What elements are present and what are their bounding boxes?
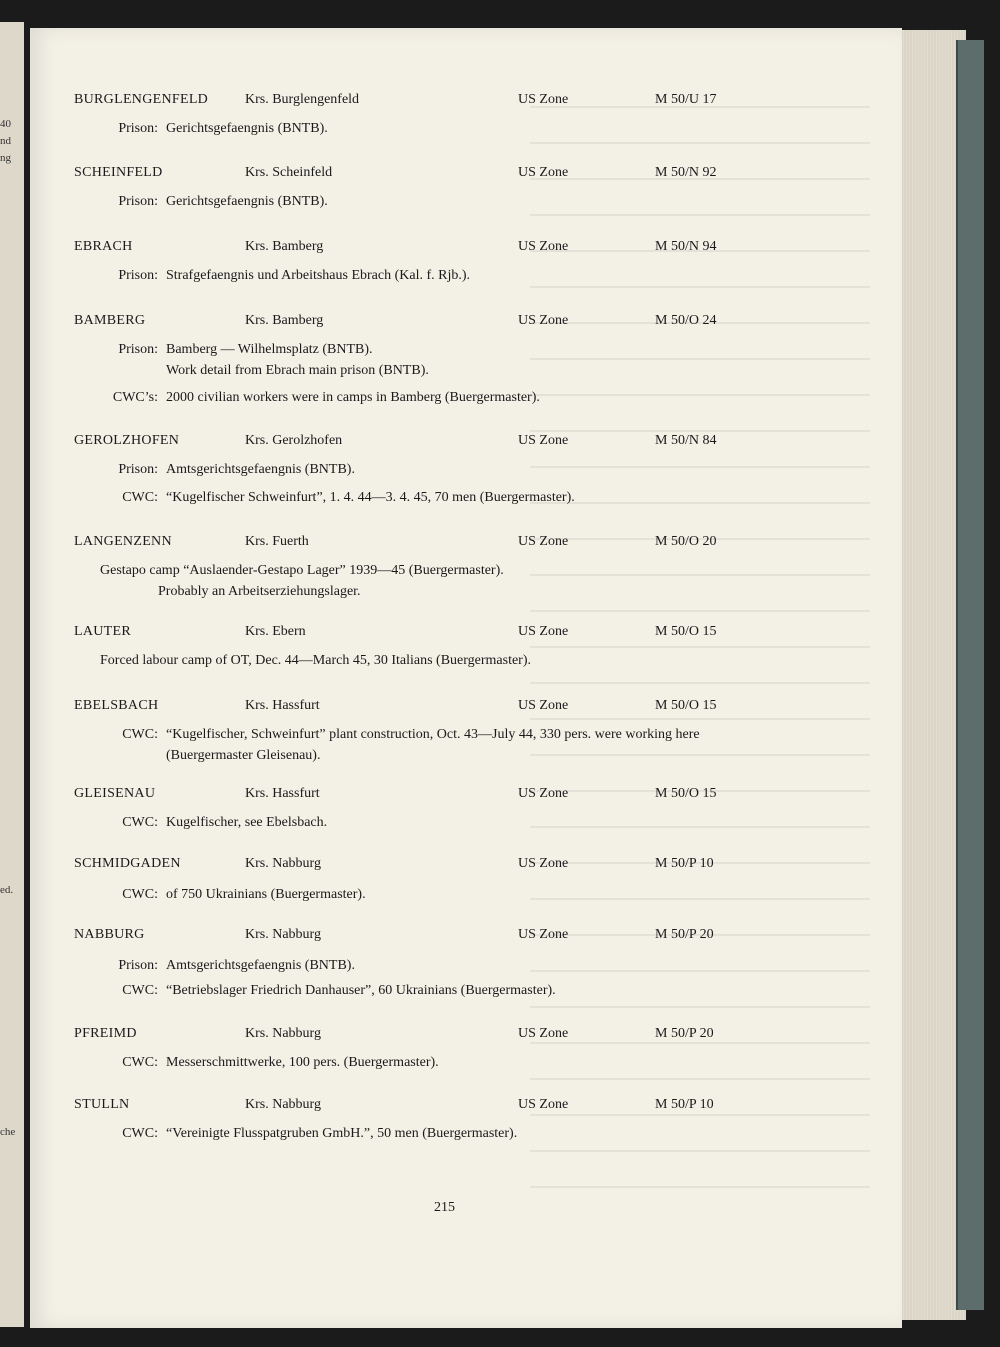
detail-label: CWC: bbox=[122, 1126, 158, 1141]
entry-detail bbox=[100, 884, 890, 905]
entry-heading bbox=[74, 433, 902, 453]
kreis: Krs. Burglengenfeld bbox=[245, 92, 360, 107]
zone: US Zone bbox=[518, 624, 569, 639]
left-fragment: nd bbox=[0, 135, 11, 147]
detail-text: Bamberg — Wilhelmsplatz (BNTB). bbox=[166, 342, 373, 357]
detail-text: “Betriebslager Friedrich Danhauser”, 60 Ukrainians (Buergermaster). bbox=[166, 983, 556, 998]
kreis: Krs. Nabburg bbox=[245, 856, 321, 871]
map-reference: M 50/O 15 bbox=[655, 698, 717, 713]
zone: US Zone bbox=[518, 698, 569, 713]
entry-heading bbox=[74, 856, 902, 876]
entry-detail bbox=[100, 1123, 890, 1144]
zone: US Zone bbox=[518, 1026, 569, 1041]
map-reference: M 50/U 17 bbox=[655, 92, 717, 107]
entry-heading bbox=[74, 927, 902, 947]
entry-detail bbox=[100, 191, 890, 212]
entry-detail bbox=[100, 459, 890, 480]
place-name: SCHEINFELD bbox=[74, 165, 163, 180]
place-name: PFREIMD bbox=[74, 1026, 137, 1041]
detail-text: “Vereinigte Flusspatgruben GmbH.”, 50 men (Buergermaster). bbox=[166, 1126, 518, 1141]
place-name: GLEISENAU bbox=[74, 786, 156, 801]
zone: US Zone bbox=[518, 786, 569, 801]
kreis: Krs. Bamberg bbox=[245, 313, 324, 328]
kreis: Krs. Nabburg bbox=[245, 1097, 321, 1112]
detail-label: CWC’s: bbox=[112, 390, 158, 405]
note-text: Gestapo camp “Auslaender-Gestapo Lager” 1939—45 (Buergermaster). bbox=[100, 563, 504, 578]
detail-text: Work detail from Ebrach main prison (BNTB). bbox=[166, 363, 429, 378]
entry-heading bbox=[74, 698, 902, 718]
place-name: EBRACH bbox=[74, 239, 133, 254]
entry-note bbox=[100, 650, 890, 671]
entry-detail bbox=[100, 265, 890, 286]
detail-label: Prison: bbox=[118, 342, 158, 357]
note-text: Probably an Arbeitserziehungslager. bbox=[158, 584, 361, 599]
entry-heading bbox=[74, 165, 902, 185]
map-reference: M 50/P 10 bbox=[655, 1097, 714, 1112]
place-name: LANGENZENN bbox=[74, 534, 172, 549]
left-fragment: 40 bbox=[0, 118, 11, 130]
entry-detail bbox=[100, 1052, 890, 1073]
entry-note bbox=[100, 560, 890, 602]
detail-text: Kugelfischer, see Ebelsbach. bbox=[166, 815, 328, 830]
detail-label: Prison: bbox=[118, 194, 158, 209]
note-text: Forced labour camp of OT, Dec. 44—March 45, 30 Italians (Buergermaster). bbox=[100, 653, 532, 668]
detail-text: Amtsgerichtsgefaengnis (BNTB). bbox=[166, 462, 355, 477]
place-name: EBELSBACH bbox=[74, 698, 159, 713]
entry-heading bbox=[74, 786, 902, 806]
entry-detail bbox=[100, 118, 890, 139]
place-name: STULLN bbox=[74, 1097, 130, 1112]
entry-detail bbox=[100, 724, 890, 766]
detail-text: “Kugelfischer Schweinfurt”, 1. 4. 44—3. 4. 45, 70 men (Buergermaster). bbox=[166, 490, 575, 505]
detail-label: CWC: bbox=[122, 727, 158, 742]
detail-text: Gerichtsgefaengnis (BNTB). bbox=[166, 194, 328, 209]
zone: US Zone bbox=[518, 165, 569, 180]
entry-detail bbox=[100, 387, 890, 408]
kreis: Krs. Ebern bbox=[245, 624, 306, 639]
detail-label: CWC: bbox=[122, 983, 158, 998]
place-name: BURGLENGENFELD bbox=[74, 92, 209, 107]
zone: US Zone bbox=[518, 313, 569, 328]
map-reference: M 50/O 15 bbox=[655, 624, 717, 639]
detail-text: “Kugelfischer, Schweinfurt” plant construction, Oct. 43—July 44, 330 pers. were working here bbox=[166, 727, 700, 742]
detail-label: CWC: bbox=[122, 815, 158, 830]
entry-heading bbox=[74, 313, 902, 333]
detail-label: CWC: bbox=[122, 1055, 158, 1070]
previous-page-edge bbox=[0, 22, 24, 1327]
detail-label: CWC: bbox=[122, 887, 158, 902]
entry-heading bbox=[74, 1026, 902, 1046]
detail-text: Amtsgerichtsgefaengnis (BNTB). bbox=[166, 958, 355, 973]
kreis: Krs. Fuerth bbox=[245, 534, 309, 549]
zone: US Zone bbox=[518, 856, 569, 871]
detail-text: Gerichtsgefaengnis (BNTB). bbox=[166, 121, 328, 136]
map-reference: M 50/N 94 bbox=[655, 239, 717, 254]
map-reference: M 50/O 15 bbox=[655, 786, 717, 801]
zone: US Zone bbox=[518, 433, 569, 448]
map-reference: M 50/P 20 bbox=[655, 927, 714, 942]
detail-label: Prison: bbox=[118, 958, 158, 973]
entry-heading bbox=[74, 624, 902, 644]
zone: US Zone bbox=[518, 927, 569, 942]
zone: US Zone bbox=[518, 239, 569, 254]
document-page bbox=[30, 28, 902, 1328]
entry-detail bbox=[100, 339, 890, 381]
kreis: Krs. Hassfurt bbox=[245, 698, 320, 713]
map-reference: M 50/P 10 bbox=[655, 856, 714, 871]
entry-heading bbox=[74, 239, 902, 259]
kreis: Krs. Nabburg bbox=[245, 1026, 321, 1041]
place-name: LAUTER bbox=[74, 624, 132, 639]
kreis: Krs. Bamberg bbox=[245, 239, 324, 254]
entry-detail bbox=[100, 980, 890, 1001]
place-name: SCHMIDGADEN bbox=[74, 856, 181, 871]
place-name: BAMBERG bbox=[74, 313, 146, 328]
map-reference: M 50/O 24 bbox=[655, 313, 717, 328]
kreis: Krs. Hassfurt bbox=[245, 786, 320, 801]
detail-label: Prison: bbox=[118, 268, 158, 283]
detail-text: (Buergermaster Gleisenau). bbox=[166, 748, 321, 763]
map-reference: M 50/P 20 bbox=[655, 1026, 714, 1041]
detail-text: of 750 Ukrainians (Buergermaster). bbox=[166, 887, 366, 902]
entry-heading bbox=[74, 534, 902, 554]
page-number: 215 bbox=[434, 1200, 455, 1215]
entry-heading bbox=[74, 92, 902, 112]
entry-detail bbox=[100, 812, 890, 833]
entry-detail bbox=[100, 955, 890, 976]
left-fragment: ed. bbox=[0, 884, 14, 896]
place-name: GEROLZHOFEN bbox=[74, 433, 180, 448]
detail-label: Prison: bbox=[118, 462, 158, 477]
kreis: Krs. Gerolzhofen bbox=[245, 433, 343, 448]
map-reference: M 50/N 92 bbox=[655, 165, 717, 180]
zone: US Zone bbox=[518, 92, 569, 107]
zone: US Zone bbox=[518, 534, 569, 549]
entry-heading bbox=[74, 1097, 902, 1117]
left-fragment: ng bbox=[0, 152, 11, 164]
kreis: Krs. Scheinfeld bbox=[245, 165, 333, 180]
zone: US Zone bbox=[518, 1097, 569, 1112]
map-reference: M 50/N 84 bbox=[655, 433, 717, 448]
map-reference: M 50/O 20 bbox=[655, 534, 717, 549]
detail-text: Messerschmittwerke, 100 pers. (Buergermaster). bbox=[166, 1055, 439, 1070]
place-name: NABBURG bbox=[74, 927, 145, 942]
entry-detail bbox=[100, 487, 890, 508]
left-fragment: che bbox=[0, 1126, 16, 1138]
detail-label: Prison: bbox=[118, 121, 158, 136]
detail-text: 2000 civilian workers were in camps in Bamberg (Buergermaster). bbox=[166, 390, 540, 405]
book-cover bbox=[956, 40, 984, 1310]
detail-label: CWC: bbox=[122, 490, 158, 505]
kreis: Krs. Nabburg bbox=[245, 927, 321, 942]
detail-text: Strafgefaengnis und Arbeitshaus Ebrach (Kal. f. Rjb.). bbox=[166, 268, 471, 283]
